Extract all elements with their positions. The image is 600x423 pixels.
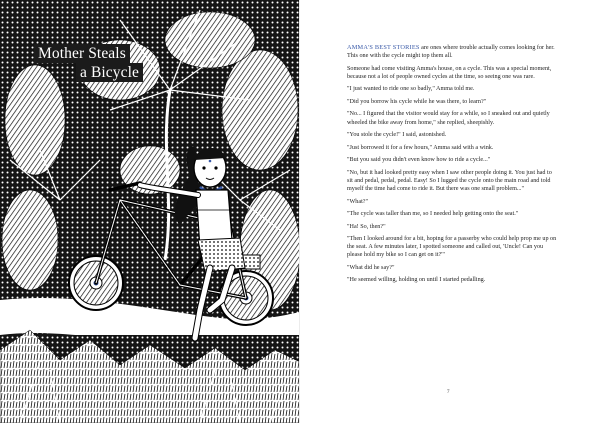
- paragraph-13: "Then I looked around for a bit, hoping for a passerby who could help prop me up on the seat. A few minutes later, I spotted someone and called out, 'Uncle! Can you please hold my bike so I can get on it?'": [347, 236, 557, 259]
- paragraph-3: "I just wanted to ride one so badly," Amma told me.: [347, 86, 475, 93]
- paragraph-12: "Ha! So, then?": [347, 223, 386, 230]
- paragraph-7: "Just borrowed it for a few hours," Amma said with a wink.: [347, 144, 494, 151]
- paragraph-8: "But you said you didn't even know how to ride a cycle...": [347, 157, 491, 164]
- paragraph-5: "No... I figured that the visitor would stay for a while, so I sneaked out and quietly wheeled the bike away from home," she replied, sheepishly.: [347, 111, 550, 126]
- paragraph-9: "No, but it had looked pretty easy when I saw other people doing it. You just had to sit and pedal, pedal, pedal. Easy! So I lugged the cycle onto the main road and told myself the time had come to ride it. But there was one small problem...": [347, 169, 552, 193]
- lead-caps: AMMA'S BEST STORIES: [347, 44, 420, 51]
- paragraph-10: "What?": [347, 198, 369, 205]
- paragraph-15: "He seemed willing, holding on until I started pedalling.: [347, 277, 486, 284]
- paragraph-11: "The cycle was taller than me, so I needed help getting onto the seat.": [347, 211, 519, 218]
- title-line-2: a Bicycle: [76, 63, 143, 82]
- story-body: [347, 44, 559, 289]
- title-line-1: Mother Steals: [34, 44, 130, 63]
- paragraph-6: "You stole the cycle!" I said, astonished.: [347, 132, 447, 139]
- story-title: [34, 44, 164, 82]
- paragraph-14: "What did he say?": [347, 264, 395, 271]
- paragraph-2: Someone had come visiting Amma's house, on a cycle. This was a special moment, because not a lot of people owned cycles at the time, so seeing one was rare.: [347, 65, 552, 80]
- paragraph-1: AMMA'S BEST STORIES are ones where trouble actually comes looking for her. This one with the cycle might top them all.: [347, 44, 555, 60]
- page-number: 7: [447, 390, 450, 395]
- paragraph-4: "Did you borrow his cycle while he was there, to learn?": [347, 98, 487, 105]
